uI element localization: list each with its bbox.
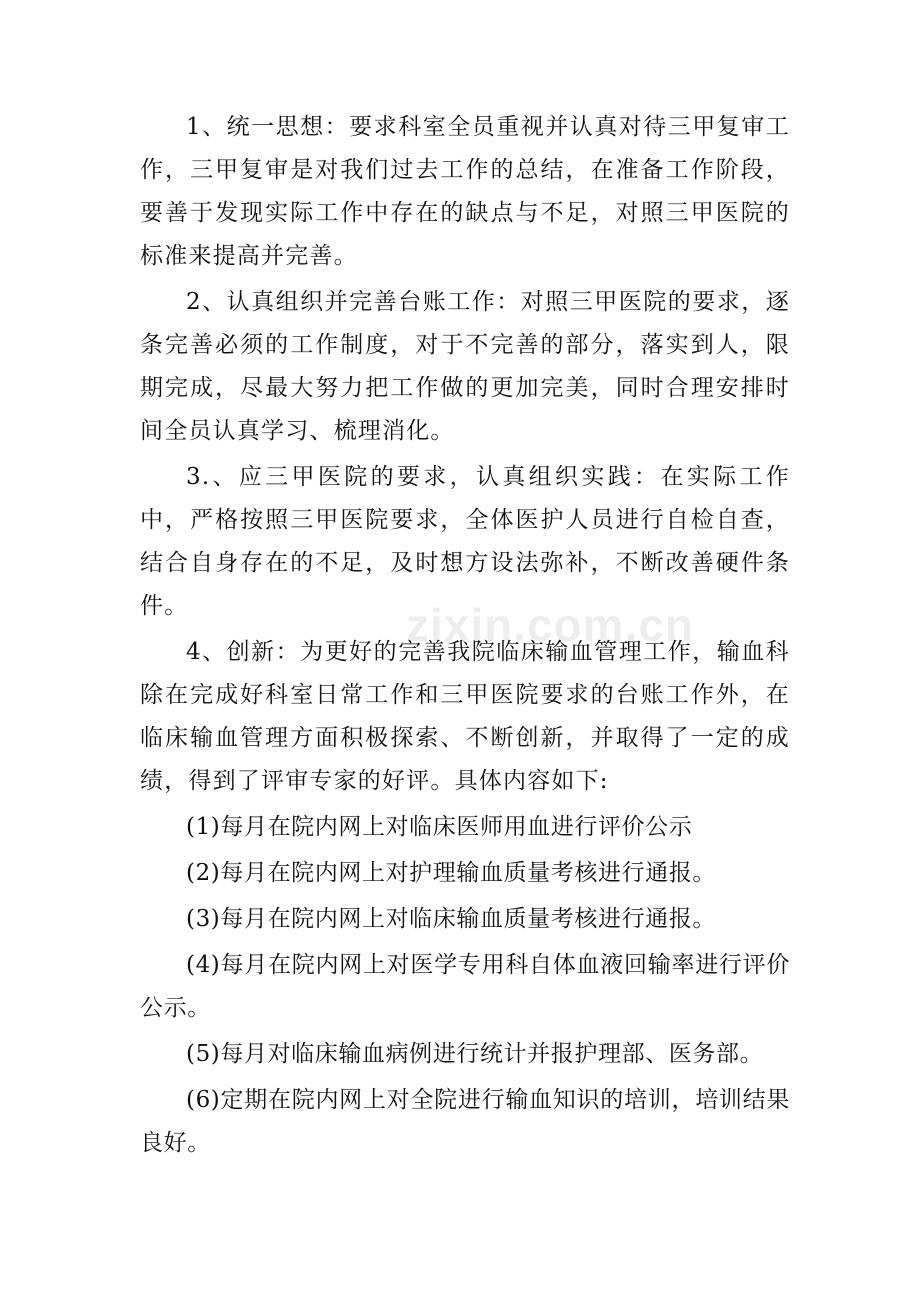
paragraph-1-unify-thinking: 1、统一思想：要求科室全员重视并认真对待三甲复审工作，三甲复审是对我们过去工作的总结，在准备工作阶段，要善于发现实际工作中存在的缺点与不足，对照三甲医院的标准来提高并完善。 bbox=[140, 114, 790, 269]
watermark: zixin.com.cn bbox=[405, 599, 695, 651]
paragraph-3-practice: 3.、应三甲医院的要求，认真组织实践：在实际工作中，严格按照三甲医院要求，全体医护人员进行自检自查，结合自身存在的不足，及时想方设法弥补，不断改善硬件条件。 bbox=[140, 464, 790, 619]
list-item-4: (4)每月在院内网上对医学专用科自体血液回输率进行评价公示。 bbox=[140, 952, 790, 1021]
document-body bbox=[140, 106, 790, 1165]
list-item-1: (1)每月在院内网上对临床医师用血进行评价公示 bbox=[186, 814, 693, 840]
list-item-2: (2)每月在院内网上对护理输血质量考核进行通报。 bbox=[186, 860, 716, 886]
list-item-3: (3)每月在院内网上对临床输血质量考核进行通报。 bbox=[186, 906, 716, 932]
list-item-5: (5)每月对临床输血病例进行统计并报护理部、医务部。 bbox=[186, 1041, 764, 1067]
paragraph-4-innovation: 4、创新：为更好的完善我院临床输血管理工作，输血科除在完成好科室日常工作和三甲医院要求的台账工作外，在临床输血管理方面积极探索、不断创新，并取得了一定的成绩，得到了评审专家的好评。具体内容如下: bbox=[140, 639, 790, 794]
list-item-6: (6)定期在院内网上对全院进行输血知识的培训，培训结果良好。 bbox=[140, 1087, 790, 1156]
paragraph-2-ledger-work: 2、认真组织并完善台账工作：对照三甲医院的要求，逐条完善必须的工作制度，对于不完善的部分，落实到人，限期完成，尽最大努力把工作做的更加完美，同时合理安排时间全员认真学习、梳理消化。 bbox=[140, 289, 790, 444]
